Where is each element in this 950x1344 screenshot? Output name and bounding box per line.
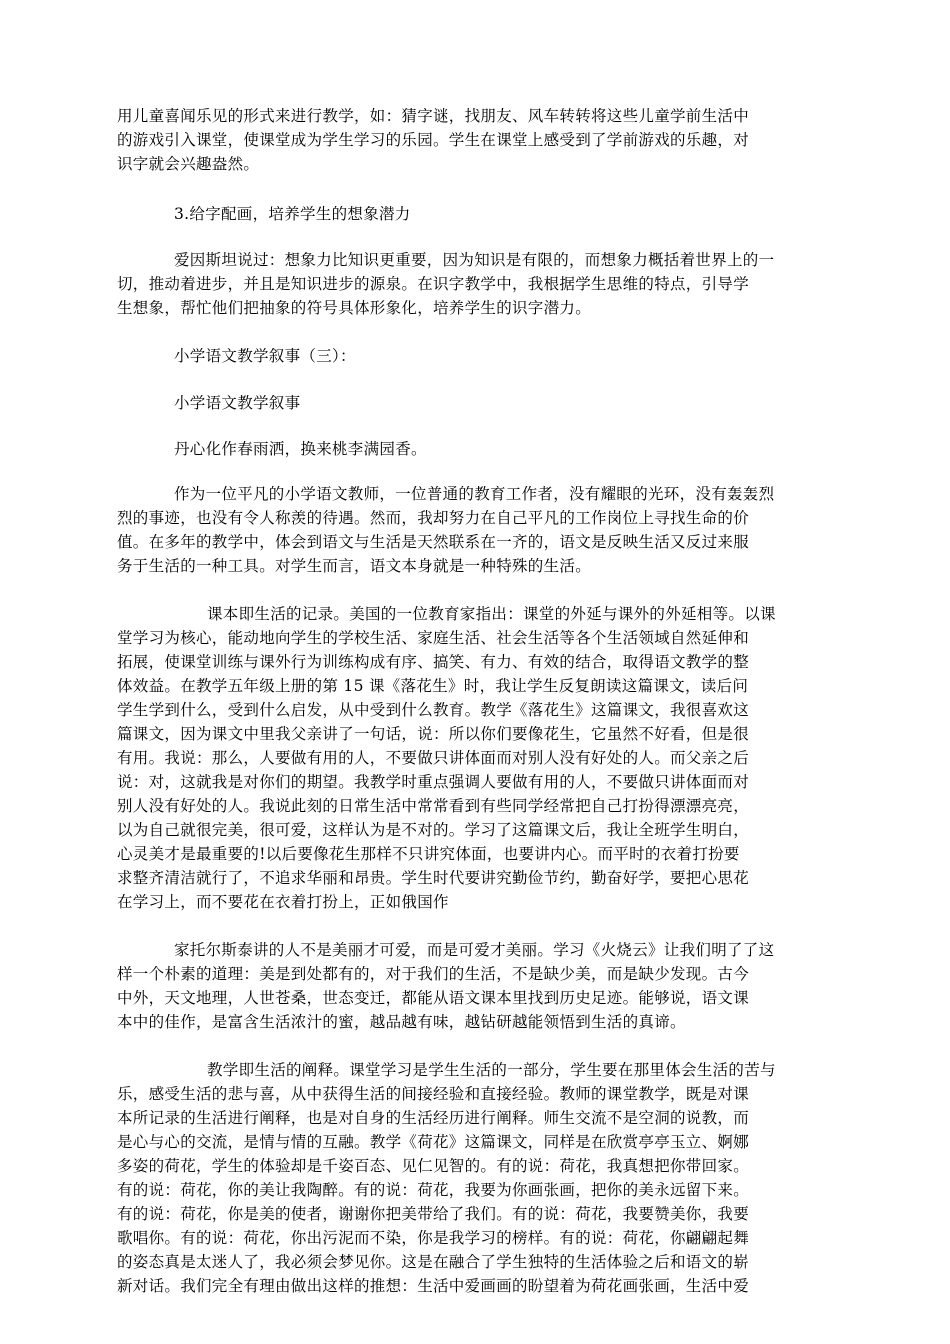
text-line: 丹心化作春雨洒，换来桃李满园香。 <box>174 440 427 458</box>
text-line: 心灵美才是最重要的!以后要像花生那样不只讲究体面，也要讲内心。而平时的衣着打扮要 <box>117 845 740 863</box>
text-line: 乐，感受生活的悲与喜，从中获得生活的间接经验和直接经验。教师的课堂教学，既是对课 <box>117 1085 750 1103</box>
text-line: 本所记录的生活进行阐释，也是对自身的生活经历进行阐释。师生交流不是空洞的说教，而 <box>117 1109 750 1127</box>
paragraph-einstein <box>117 248 833 320</box>
text-line: 说：对，这就我是对你们的期望。我教学时重点强调人要做有用的人，不要做只讲体面而对 <box>117 773 750 791</box>
text-line: 小学语文教学叙事（三）： <box>174 347 356 365</box>
text-line: 有的说：荷花，你是美的使者，谢谢你把美带给了我们。有的说：荷花，我要赞美你，我要 <box>117 1205 750 1223</box>
text-line: 务于生活的一种工具。对学生而言，语文本身就是一种特殊的生活。 <box>117 557 592 575</box>
text-line: 家托尔斯泰讲的人不是美丽才可爱，而是可爱才美丽。学习《火烧云》让我们明了了这 <box>174 941 775 959</box>
text-line: 是心与心的交流，是情与情的互融。教学《荷花》这篇课文，同样是在欣赏亭亭玉立、婀娜 <box>117 1133 750 1151</box>
section-heading-3 <box>117 202 833 226</box>
text-line: 小学语文教学叙事 <box>174 394 301 412</box>
text-line: 歌唱你。有的说：荷花，你出污泥而不染，你是我学习的榜样。有的说：荷花，你翩翩起舞 <box>117 1229 750 1247</box>
text-line: 的姿态真是太迷人了，我必须会梦见你。这是在融合了学生独特的生活体验之后和语文的崭 <box>117 1253 750 1271</box>
text-line: 生想象，帮忙他们把抽象的符号具体形象化，培养学生的识字潜力。 <box>117 299 592 317</box>
text-line: 教学即生活的阐释。课堂学习是学生生活的一部分，学生要在那里体会生活的苦与 <box>207 1061 776 1079</box>
text-line: 有的说：荷花，你的美让我陶醉。有的说：荷花，我要为你画张画，把你的美永远留下来。 <box>117 1181 750 1199</box>
text-line: 多姿的荷花，学生的体验却是千姿百态、见仁见智的。有的说：荷花，我真想把你带回家。 <box>117 1157 750 1175</box>
text-line: 求整齐清洁就行了，不追求华丽和昂贵。学生时代要讲究勤俭节约，勤奋好学，要把心思花 <box>117 869 750 887</box>
text-line: 在学习上，而不要花在衣着打扮上，正如俄国作 <box>117 893 449 911</box>
text-line: 体效益。在教学五年级上册的第 15 课《落花生》时，我让学生反复朗读这篇课文，读后问 <box>117 677 749 695</box>
paragraph-tolstoy <box>117 938 833 1034</box>
text-line: 用儿童喜闻乐见的形式来进行教学，如：猜字谜，找朋友、风车转转将这些儿童学前生活中 <box>117 107 750 125</box>
text-line: 有用。我说：那么，人要做有用的人，不要做只讲体面而对别人没有好处的人。而父亲之后 <box>117 749 750 767</box>
text-line: 新对话。我们完全有理由做出这样的推想：生活中爱画画的盼望着为荷花画张画，生活中爱 <box>117 1277 750 1295</box>
text-line: 堂学习为核心，能动地向学生的学校生活、家庭生活、社会生活等各个生活领域自然延伸和 <box>117 629 750 647</box>
text-line: 拓展，使课堂训练与课外行为训练构成有序、搞笑、有力、有效的结合，取得语文教学的整 <box>117 653 750 671</box>
text-line: 篇课文，因为课文中里我父亲讲了一句话，说：所以你们要像花生，它虽然不好看，但是很 <box>117 725 750 743</box>
subtitle-narrative <box>117 391 833 415</box>
paragraph-1 <box>117 104 833 176</box>
text-line: 爱因斯坦说过：想象力比知识更重要，因为知识是有限的，而想象力概括着世界上的一 <box>174 251 775 269</box>
text-line: 中外，天文地理，人世苍桑，世态变迁，都能从语文课本里找到历史足迹。能够说，语文课 <box>117 989 750 1007</box>
text-line: 课本即生活的记录。美国的一位教育家指出：课堂的外延与课外的外延相等。以课 <box>207 605 776 623</box>
text-line: 本中的佳作，是富含生活浓汁的蜜，越品越有味，越钻研越能领悟到生活的真谛。 <box>117 1013 686 1031</box>
text-line: 值。在多年的教学中，体会到语文与生活是天然联系在一齐的，语文是反映生活又反过来服 <box>117 533 750 551</box>
text-line: 的游戏引入课堂，使课堂成为学生学习的乐园。学生在课堂上感受到了学前游戏的乐趣，对 <box>117 131 750 149</box>
text-line: 3.给字配画，培养学生的想象潜力 <box>174 205 411 223</box>
text-line: 以为自己就很完美，很可爱，这样认为是不对的。学习了这篇课文后，我让全班学生明白， <box>117 821 750 839</box>
text-line: 别人没有好处的人。我说此刻的日常生活中常常看到有些同学经常把自己打扮得漂漂亮亮， <box>117 797 750 815</box>
paragraph-textbook-life <box>117 602 833 914</box>
motto-line <box>117 437 833 461</box>
text-line: 样一个朴素的道理：美是到处都有的，对于我们的生活，不是缺少美，而是缺少发现。古今 <box>117 965 750 983</box>
text-line: 学生学到什么，受到什么启发，从中受到什么教育。教学《落花生》这篇课文，我很喜欢这 <box>117 701 750 719</box>
paragraph-teaching-life <box>117 1058 833 1298</box>
text-line: 作为一位平凡的小学语文教师，一位普通的教育工作者，没有耀眼的光环，没有轰轰烈 <box>174 485 775 503</box>
paragraph-intro <box>117 482 833 578</box>
subtitle-narrative-three <box>117 344 833 368</box>
text-line: 识字就会兴趣盎然。 <box>117 155 260 173</box>
text-line: 烈的事迹，也没有令人称羡的待遇。然而，我却努力在自己平凡的工作岗位上寻找生命的价 <box>117 509 750 527</box>
text-line: 切，推动着进步，并且是知识进步的源泉。在识字教学中，我根据学生思维的特点，引导学 <box>117 275 750 293</box>
